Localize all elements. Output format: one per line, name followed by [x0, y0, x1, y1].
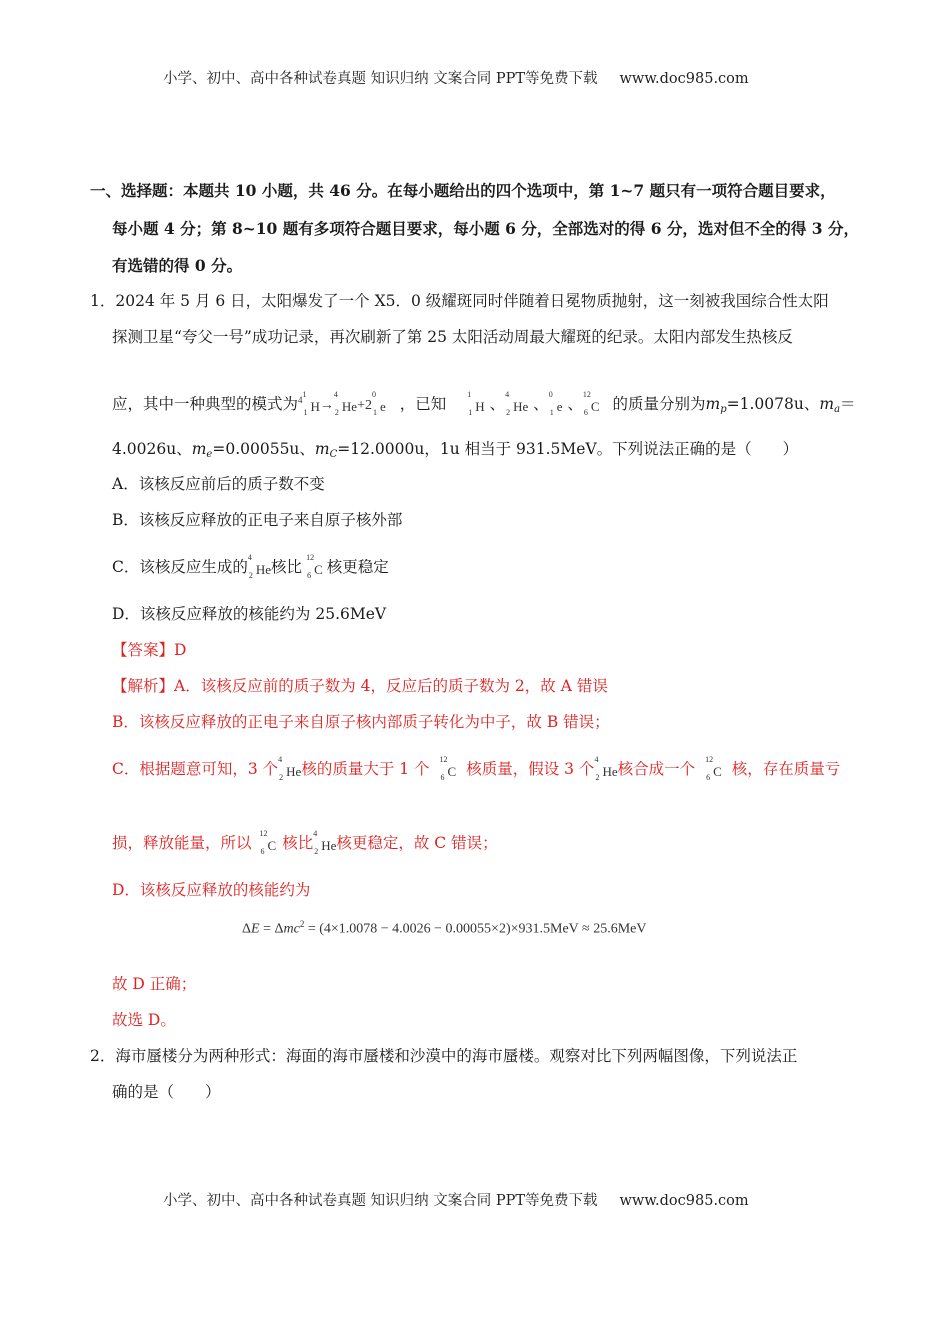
q1-line4: 4.0026u、$m_e=0.00055u$、$m_C=12.0000u$，1u 相当于 931.5MeV。下列说法正确的是（ ） [112, 440, 799, 460]
header-url[interactable]: www.doc985.com [619, 71, 749, 87]
q1-option-c: C．该核反应生成的 4 2 He核比 12 6 C 核更稳定 [112, 553, 389, 580]
q1-number: 1． [90, 292, 116, 310]
nuclide-e: 0 1 e [548, 390, 563, 417]
page-footer [163, 1190, 749, 1212]
section-heading-line1: 一、选择题：本题共 10 小题，共 46 分。在每小题给出的四个选项中，第 1~7 题只有一项符合题目要求， [90, 181, 836, 200]
analysis-a: 【解析】A．该核反应前的质子数为 4，反应后的质子数为 2，故 A 错误 [112, 677, 608, 695]
section-heading-line2: 每小题 4 分；第 8~10 题有多项符合题目要求，每小题 6 分，全部选对的得 6 分，选对但不全的得 3 分， [112, 219, 859, 238]
q1-option-b: B．该核反应释放的正电子来自原子核外部 [112, 511, 403, 529]
analysis-c-line2: 损，释放能量，所以 12 6 C 核比 4 2 He核更稳定，故 C 错误； [112, 829, 498, 856]
analysis-c-line1: C．根据题意可知，3 个 4 2 He核的质量大于 1 个 12 6 C 核质量，假设 3 个 4 2 He核合成一个 12 6 C 核，存在质量亏 [112, 755, 841, 782]
q2-number: 2． [90, 1047, 116, 1065]
analysis-d-conclusion: 故 D 正确； [112, 975, 197, 993]
q1-line3: 应，其中一种典型的模式为$^4$ 1 1 H→ 4 2 He+2 0 1 e ，已知 1 1 H 、 4 2 He 、 0 1 e 、 12 6 C 的质量分别为$m_p=1.0078u$、$m_a=$ [112, 389, 856, 421]
reaction-equation: $^4$ 1 1 H→ 4 2 He+2 0 1 e [298, 390, 386, 417]
nuclide-C: 12 6 C [582, 390, 600, 417]
final-choice: 故选 D。 [112, 1011, 176, 1029]
energy-formula: ΔE = Δmc$^2$ = (4×1.0078 − 4.0026 − 0.00055×2)×931.5MeV ≈ 25.6MeV [242, 919, 647, 937]
page-header [163, 68, 749, 90]
q1-line2: 探测卫星“夸父一号”成功记录，再次刷新了第 25 太阳活动周最大耀斑的纪录。太阳内部发生热核反 [112, 328, 793, 346]
q1-option-a: A．该核反应前后的质子数不变 [112, 475, 325, 493]
q1-line1: 1．2024 年 5 月 6 日，太阳爆发了一个 X5．0 级耀斑同时伴随着日冕物质抛射，这一刻被我国综合性太阳 [90, 292, 829, 310]
analysis-b: B．该核反应释放的正电子来自原子核内部质子转化为中子，故 B 错误； [112, 713, 610, 731]
q1-option-d: D．该核反应释放的核能约为 25.6MeV [112, 605, 387, 623]
section-heading-line3: 有选错的得 0 分。 [112, 256, 243, 275]
header-text: 小学、初中、高中各种试卷真题 知识归纳 文案合同 PPT等免费下载 [163, 71, 598, 87]
answer: 【答案】D [112, 641, 187, 659]
q2-line2: 确的是（ ） [112, 1083, 221, 1101]
footer-url[interactable]: www.doc985.com [619, 1193, 749, 1209]
analysis-d: D．该核反应释放的核能约为 [112, 881, 311, 899]
nuclide-H: 1 1 H [467, 390, 485, 417]
footer-text: 小学、初中、高中各种试卷真题 知识归纳 文案合同 PPT等免费下载 [163, 1193, 598, 1209]
nuclide-He: 4 2 He [505, 390, 529, 417]
q2-line1: 2．海市蜃楼分为两种形式：海面的海市蜃楼和沙漠中的海市蜃楼。观察对比下列两幅图像，下列说法正 [90, 1047, 798, 1065]
